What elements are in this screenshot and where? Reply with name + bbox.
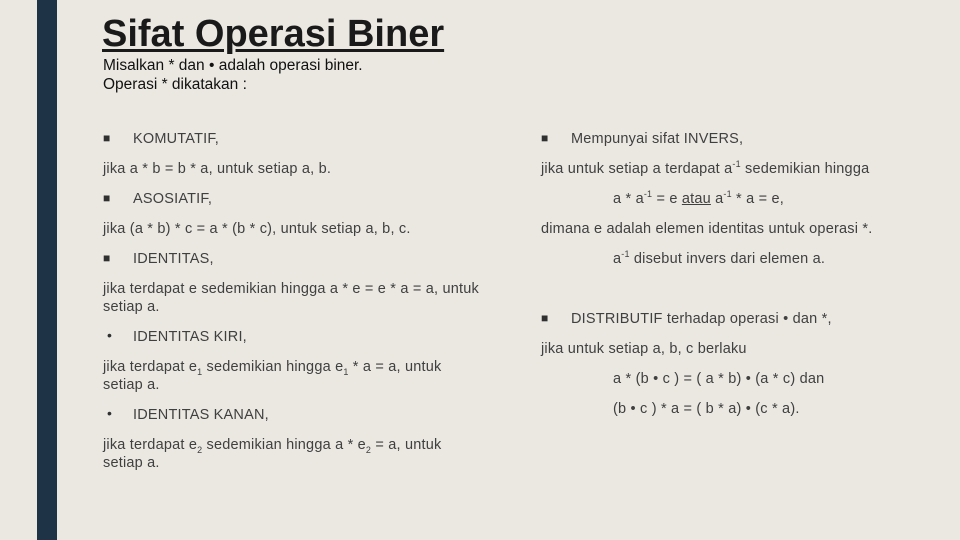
square-bullet-icon: ■ bbox=[103, 191, 111, 205]
identitas-kiri-desc: jika terdapat $e_1$ sedemikian hingga $e_1 * a = a$, untuk setiap a. bbox=[103, 359, 442, 393]
asosiatif-label: ASOSIATIF, bbox=[133, 191, 213, 207]
dot-bullet-icon: • bbox=[107, 405, 112, 421]
intro-line-1: Misalkan * dan • adalah operasi biner. bbox=[103, 57, 363, 74]
invers-line-4: $a^{-1}$ disebut invers dari elemen a. bbox=[613, 249, 826, 267]
square-bullet-icon: ■ bbox=[541, 311, 549, 325]
square-bullet-icon: ■ bbox=[103, 251, 111, 265]
komutatif-label: KOMUTATIF, bbox=[133, 131, 220, 147]
square-bullet-icon: ■ bbox=[103, 131, 111, 145]
asosiatif-desc: jika (a * b) * c = a * (b * c), untuk setiap a, b, c. bbox=[103, 221, 411, 237]
distributif-line-2: a * (b • c ) = ( a * b) • (a * c) dan bbox=[613, 371, 825, 387]
identitas-kanan-desc: jika terdapat $e_2$ sedemikian hingga $a * e_2 = a$, untuk setiap a. bbox=[103, 437, 442, 471]
distributif-line-3: (b • c ) * a = ( b * a) • (c * a). bbox=[613, 401, 800, 417]
invers-line-3: dimana e adalah elemen identitas untuk operasi *. bbox=[541, 221, 873, 237]
identitas-desc: jika terdapat e sedemikian hingga a * e = e * a = a, untuk setiap a. bbox=[103, 281, 479, 315]
square-bullet-icon: ■ bbox=[541, 131, 549, 145]
invers-line-1: jika untuk setiap a terdapat $a^{-1}$ sedemikian hingga bbox=[541, 159, 870, 177]
intro-text bbox=[103, 56, 363, 94]
distributif-label: DISTRIBUTIF terhadap operasi • dan *, bbox=[571, 311, 832, 327]
intro-line-2: Operasi * dikatakan : bbox=[103, 76, 247, 93]
identitas-kanan-label: IDENTITAS KANAN, bbox=[133, 407, 269, 423]
invers-formula: $a * a^{-1} = e$ atau $a^{-1} * a = e$, bbox=[613, 189, 784, 207]
komutatif-desc: jika a * b = b * a, untuk setiap a, b. bbox=[103, 161, 332, 177]
identitas-label: IDENTITAS, bbox=[133, 251, 214, 267]
dot-bullet-icon: • bbox=[107, 327, 112, 343]
distributif-line-1: jika untuk setiap a, b, c berlaku bbox=[541, 341, 747, 357]
slide-title: Sifat Operasi Biner bbox=[102, 13, 445, 55]
invers-label: Mempunyai sifat INVERS, bbox=[571, 131, 744, 147]
sidebar-accent-bar bbox=[37, 0, 57, 540]
identitas-kiri-label: IDENTITAS KIRI, bbox=[133, 329, 247, 345]
